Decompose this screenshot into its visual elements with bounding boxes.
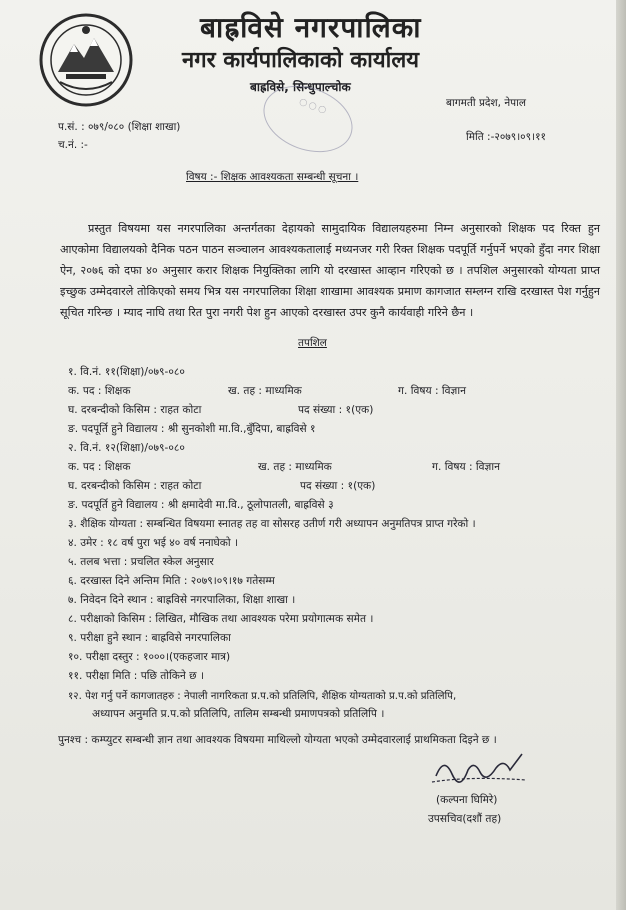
list-item: ८. परीक्षाको किसिम : लिखित, मौखिक तथा आवश्यक परेमा प्रयोगात्मक समेत । [68,613,374,625]
vacancy2-count: पद संख्या : १(एक) [300,480,376,492]
list-item: १२. पेश गर्नु पर्ने कागजातहरु : नेपाली नागरिकता प्र.प.को प्रतिलिपि, शैक्षिक योग्यताको प्र.प.को प्रतिलिपि, [68,691,457,702]
vacancy2-post: क. पद : शिक्षक [68,461,131,473]
subject-line: विषय :- शिक्षक आवश्यकता सम्बन्धी सूचना । [186,171,359,183]
list-item: १०. परीक्षा दस्तुर : १०००।(एकहजार मात्र) [68,651,231,663]
list-item: ११. परीक्षा मिति : पछि तोकिने छ । [68,670,204,682]
list-item: ९. परीक्षा हुने स्थान : बाह्रविसे नगरपालिका [68,632,231,644]
vacancy2-school: ङ. पदपूर्ति हुने विद्यालय : श्री क्षमादेवी मा.वि., ठूलोपातली, बाह्रविसे ३ [68,499,334,511]
list-item-continuation: अध्यापन अनुमति प्र.प.को प्रतिलिपि, तालिम सम्बन्धी प्रमाणपत्रको प्रतिलिपि । [92,708,385,720]
district-line: बाह्रविसे, सिन्धुपाल्चोक [250,80,351,94]
letter-date: मिति :-२०७९।०९।११ [466,131,547,143]
municipality-emblem-icon [38,12,134,108]
vacancy2-number: २. वि.नं. १२(शिक्षा)/०७९-०८० [68,442,185,454]
vacancy1-darbandi: घ. दरबन्दीको किसिम : राहत कोटा [68,404,202,416]
dispatch-number: च.नं. :- [58,139,88,151]
notice-body: प्रस्तुत विषयमा यस नगरपालिका अन्तर्गतका देहायको सामुदायिक विद्यालयहरुमा निम्न अनुसारको शिक्षक पद रिक्त हुन आएकोमा विद्यालयको दैनिक पठन पाठन सञ्चालन आवश्यकतालाई मध्यनजर गरी रिक्त शिक्षक पदपूर्ति गर्नुपर्ने भएको हुँदा नगर शिक्षा ऐन, २०७६ को दफा ४० अनुसार करार शिक्षक नियुक्तिका लागि यो दरखास्त आव्हान गरिएको छ । तपशिल अनुसारको योग्यता प्राप्त इच्छुक उम्मेदवारले तोकिएको समय भित्र यस नगरपालिका शिक्षा शाखामा आवश्यक प्रमाण कागजात सम्लग्न राखि दरखास्त पेश गर्नुहुन सूचित गरिन्छ । म्याद नाघि तथा रित पुरा नगरी पेश हुन आएको दरखास्त उपर कुनै कार्यवाही गरिने छैन । [60,222,600,319]
signatory-name: (कल्पना घिमिरे) [436,794,498,806]
vacancy1-post: क. पद : शिक्षक [68,385,131,397]
signatory-title: उपसचिव(दशौं तह) [428,813,502,825]
list-item: ४. उमेर : १८ वर्ष पुरा भई ४० वर्ष ननाघेको । [68,537,239,549]
vacancy1-number: १. वि.नं. ११(शिक्षा)/०७९-०८० [68,366,185,378]
office-stamp-icon: ◯ ◯ ◯ [254,74,362,164]
vacancy1-school: ङ. पदपूर्ति हुने विद्यालय : श्री सुनकोशी मा.वि.,बुँदिपा, बाह्रविसे १ [68,423,316,435]
province-line: बागमती प्रदेश, नेपाल [446,97,526,109]
office-title: नगर कार्यपालिकाको कार्यालय [182,48,419,73]
municipality-title: बाह्रविसे नगरपालिका [200,11,422,44]
signature-icon [430,746,530,786]
vacancy1-level: ख. तह : माध्यमिक [228,385,302,397]
vacancy1-subject: ग. विषय : विज्ञान [398,385,466,397]
paper-edge [616,0,626,910]
vacancy2-subject: ग. विषय : विज्ञान [432,461,500,473]
list-item: ५. तलब भत्ता : प्रचलित स्केल अनुसार [68,556,214,568]
list-item: ६. दरखास्त दिने अन्तिम मिति : २०७९।०९।१७ गतेसम्म [68,575,275,587]
list-item: ३. शैक्षिक योग्यता : सम्बन्धित विषयमा स्नातह तह वा सोसरह उतीर्ण गरी अध्यापन अनुमतिपत्र प्राप्त गरेको । [68,518,476,530]
vacancy1-count: पद संख्या : १(एक) [298,404,374,416]
list-item: ७. निवेदन दिने स्थान : बाह्रविसे नगरपालिका, शिक्षा शाखा । [68,594,296,606]
letter-number: प.सं. : ०७९/०८० (शिक्षा शाखा) [58,121,181,133]
tapsil-heading: तपशिल [298,337,327,349]
postscript: पुनश्च : कम्प्युटर सम्बन्धी ज्ञान तथा आवश्यक विषयमा माथिल्लो योग्यता भएको उम्मेदवारलाई प्राथमिकता दिइने छ । [58,734,497,746]
vacancy2-level: ख. तह : माध्यमिक [258,461,332,473]
vacancy2-darbandi: घ. दरबन्दीको किसिम : राहत कोटा [68,480,202,492]
